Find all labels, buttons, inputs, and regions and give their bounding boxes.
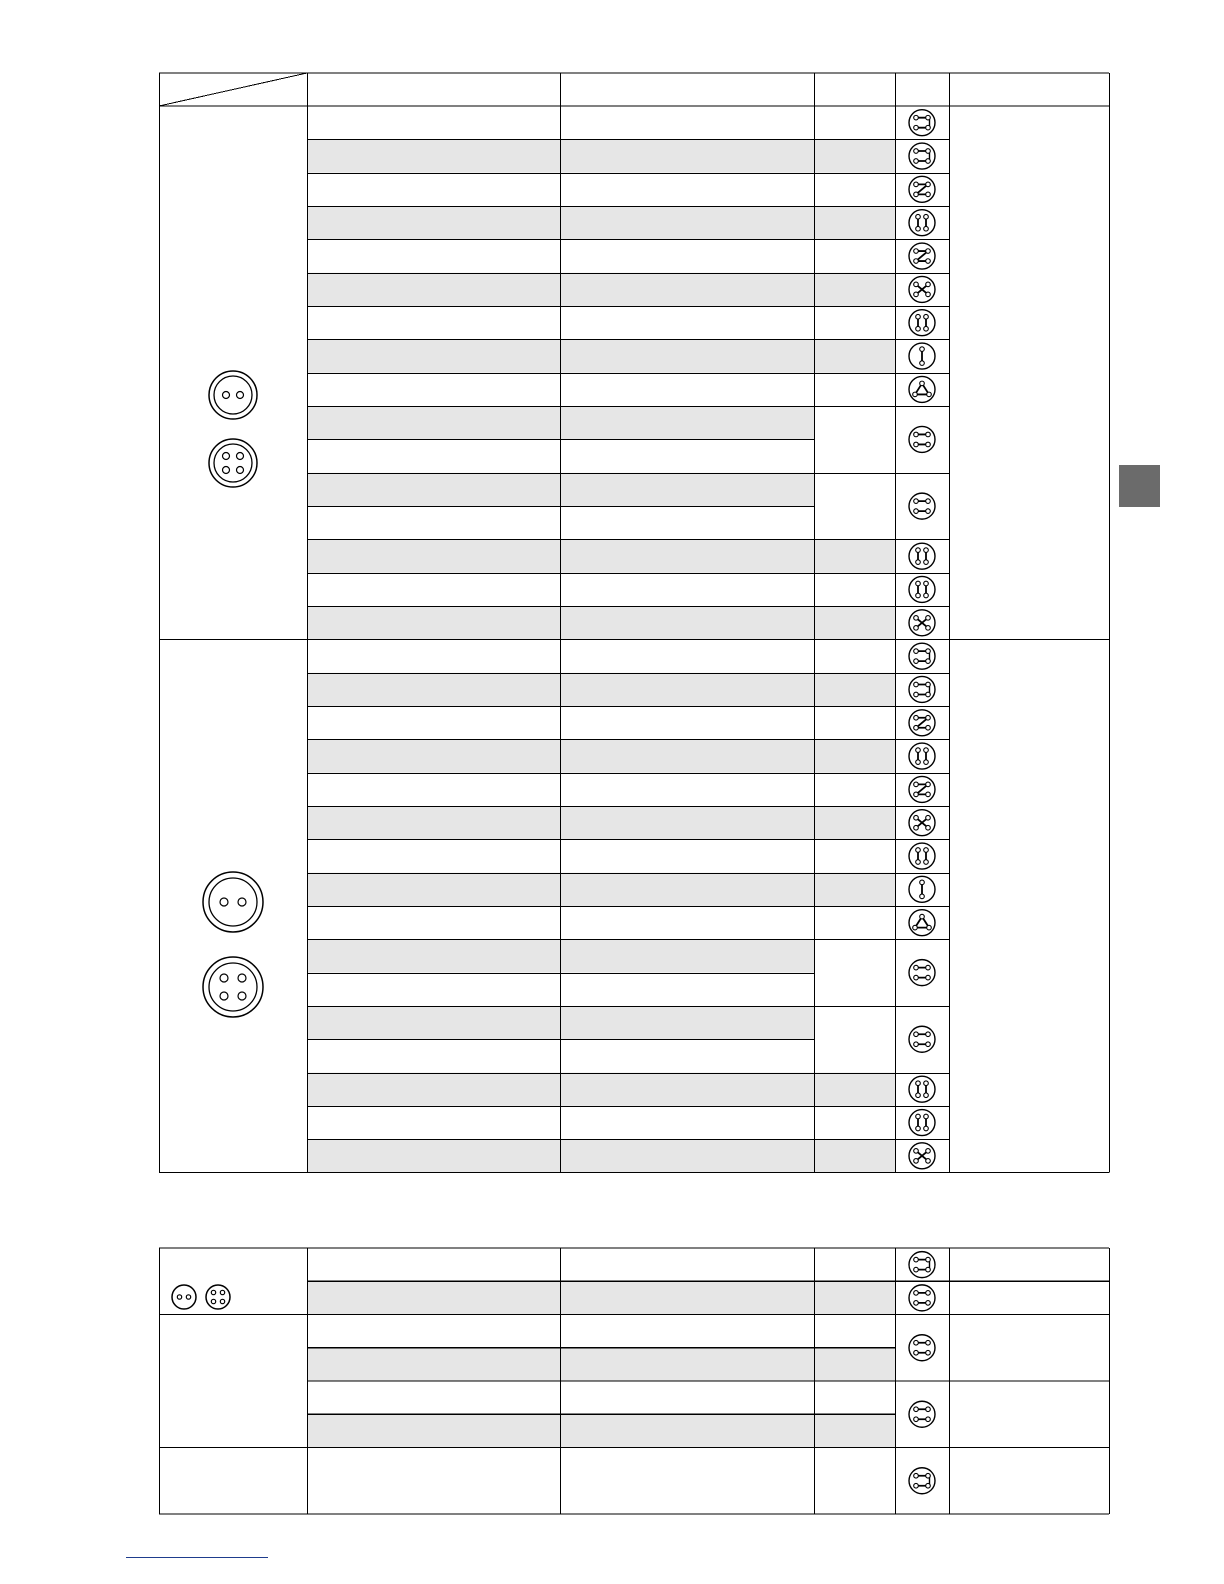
table-row-stripe xyxy=(814,1139,895,1172)
table-row-stripe xyxy=(560,1414,814,1447)
table-row-stripe xyxy=(307,739,560,772)
parallel-horizontal-stitch-icon xyxy=(909,1285,935,1311)
u-loop-stitch-icon xyxy=(909,643,935,669)
table-row-stripe xyxy=(814,273,895,306)
table-row-stripe xyxy=(814,1414,895,1447)
table-row-stripe xyxy=(560,473,814,506)
header-diagonal xyxy=(159,73,307,106)
cross-stitch-icon xyxy=(909,1143,935,1169)
u-loop-stitch-icon xyxy=(909,1252,935,1278)
single-vertical-stitch-icon xyxy=(909,876,935,902)
two-hole-button-small-icon xyxy=(172,1285,196,1309)
table-row-stripe xyxy=(307,1006,560,1039)
parallel-vertical-stitch-icon xyxy=(909,543,935,569)
z-stitch-icon xyxy=(909,176,935,202)
parallel-horizontal-stitch-icon xyxy=(909,493,935,519)
parallel-horizontal-stitch-icon xyxy=(909,426,935,452)
table-row-stripe xyxy=(307,339,560,372)
parallel-vertical-stitch-icon xyxy=(909,210,935,236)
table-row-stripe xyxy=(307,139,560,172)
table-row-stripe xyxy=(560,1348,814,1381)
table-row-stripe xyxy=(560,273,814,306)
table-row-stripe xyxy=(814,539,895,572)
u-loop-stitch-icon xyxy=(909,110,935,136)
triangle-stitch-icon xyxy=(909,910,935,936)
table-row-stripe xyxy=(814,806,895,839)
parallel-vertical-stitch-icon xyxy=(909,576,935,602)
table-row-stripe xyxy=(307,406,560,439)
table-row-stripe xyxy=(307,1348,560,1381)
parallel-vertical-stitch-icon xyxy=(909,743,935,769)
table-row-stripe xyxy=(307,873,560,906)
row-stripes xyxy=(307,139,895,1447)
table-row-stripe xyxy=(560,206,814,239)
parallel-horizontal-stitch-icon xyxy=(909,1335,935,1361)
table-row-stripe xyxy=(307,539,560,572)
cross-stitch-icon xyxy=(909,810,935,836)
table-row-stripe xyxy=(560,1281,814,1314)
parallel-horizontal-stitch-icon xyxy=(909,1401,935,1427)
parallel-vertical-stitch-icon xyxy=(909,310,935,336)
parallel-vertical-stitch-icon xyxy=(909,1110,935,1136)
table-row-stripe xyxy=(307,206,560,239)
four-hole-button-small-icon xyxy=(206,1285,230,1309)
single-vertical-stitch-icon xyxy=(909,343,935,369)
z-stitch-icon xyxy=(909,710,935,736)
table-row-stripe xyxy=(560,1139,814,1172)
table-row-stripe xyxy=(560,739,814,772)
table-row-stripe xyxy=(307,806,560,839)
triangle-stitch-icon xyxy=(909,376,935,402)
table-row-stripe xyxy=(814,1348,895,1381)
table-row-stripe xyxy=(560,806,814,839)
table-row-stripe xyxy=(814,1073,895,1106)
table-row-stripe xyxy=(814,739,895,772)
parallel-vertical-stitch-icon xyxy=(909,1076,935,1102)
footer-link-underline[interactable] xyxy=(126,1557,268,1558)
table-row-stripe xyxy=(307,939,560,972)
table-row-stripe xyxy=(560,139,814,172)
table-row-stripe xyxy=(560,673,814,706)
table-row-stripe xyxy=(307,1414,560,1447)
table-row-stripe xyxy=(307,473,560,506)
table-row-stripe xyxy=(814,873,895,906)
parallel-horizontal-stitch-icon xyxy=(909,960,935,986)
two-hole-button-icon xyxy=(209,371,257,419)
z-stitch-icon xyxy=(909,776,935,802)
table-row-stripe xyxy=(560,939,814,972)
chapter-tab-marker xyxy=(1119,465,1160,507)
table-row-stripe xyxy=(560,1006,814,1039)
table-row-stripe xyxy=(307,606,560,639)
table-row-stripe xyxy=(814,606,895,639)
table-row-stripe xyxy=(307,673,560,706)
z-stitch-icon xyxy=(909,243,935,269)
two-hole-button-large-icon xyxy=(203,872,263,932)
table-row-stripe xyxy=(307,1073,560,1106)
table-row-stripe xyxy=(560,339,814,372)
table-row-stripe xyxy=(560,406,814,439)
cross-stitch-icon xyxy=(909,276,935,302)
table-row-stripe xyxy=(560,873,814,906)
table-row-stripe xyxy=(307,273,560,306)
table-row-stripe xyxy=(560,1073,814,1106)
table-row-stripe xyxy=(814,339,895,372)
parallel-horizontal-stitch-icon xyxy=(909,1026,935,1052)
table-row-stripe xyxy=(307,1139,560,1172)
u-loop-stitch-icon xyxy=(909,143,935,169)
table-row-stripe xyxy=(560,539,814,572)
u-loop-stitch-icon xyxy=(909,676,935,702)
four-hole-button-large-icon xyxy=(203,957,263,1017)
table-row-stripe xyxy=(814,206,895,239)
u-loop-stitch-icon xyxy=(909,1468,935,1494)
parallel-vertical-stitch-icon xyxy=(909,843,935,869)
four-hole-button-icon xyxy=(209,439,257,487)
table-row-stripe xyxy=(814,139,895,172)
table-row-stripe xyxy=(814,1281,895,1314)
table-row-stripe xyxy=(814,673,895,706)
table-row-stripe xyxy=(560,606,814,639)
table-row-stripe xyxy=(307,1281,560,1314)
cross-stitch-icon xyxy=(909,610,935,636)
